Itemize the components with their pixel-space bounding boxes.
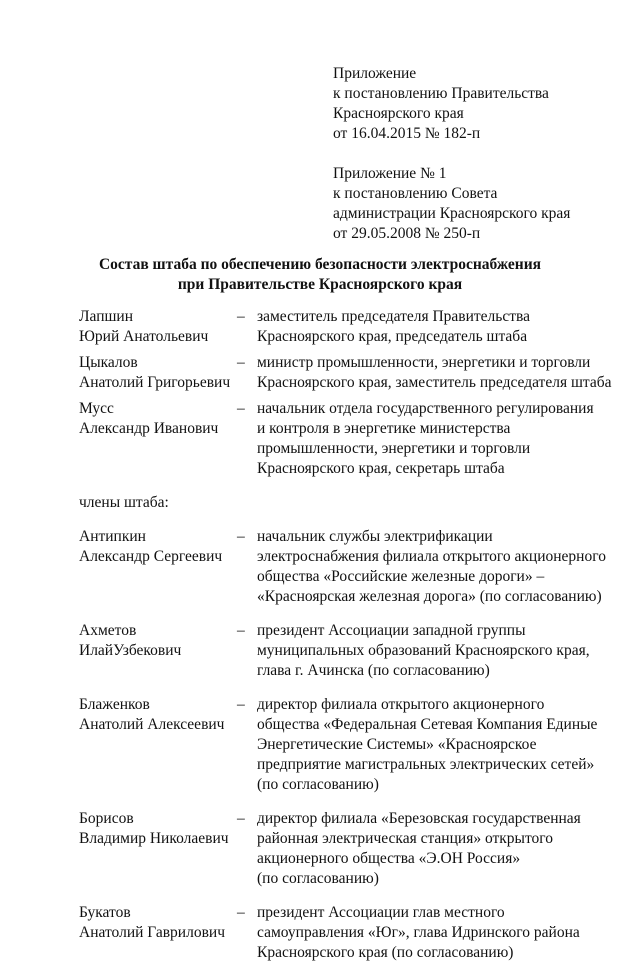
members-list bbox=[79, 527, 619, 963]
person-name bbox=[79, 399, 234, 439]
given-names: Александр Иванович bbox=[79, 420, 219, 437]
appendix-block bbox=[333, 164, 623, 244]
person-name bbox=[79, 527, 234, 567]
roster-entry bbox=[79, 621, 619, 681]
given-names: ИлайУзбекович bbox=[79, 642, 182, 659]
surname: Ахметов bbox=[79, 622, 137, 639]
role-line: предприятие магистральных электрических сетей» bbox=[257, 756, 595, 773]
dash-separator: – bbox=[237, 904, 245, 921]
person-role bbox=[257, 695, 619, 795]
role-line: промышленности, энергетики и торговли bbox=[257, 440, 531, 457]
role-line: общества «Федеральная Сетевая Компания Единые bbox=[257, 716, 598, 733]
appendix-line: Красноярского края bbox=[333, 105, 464, 122]
roster-entry bbox=[79, 307, 619, 347]
dash-separator: – bbox=[237, 354, 245, 371]
surname: Мусс bbox=[79, 400, 114, 417]
person-name bbox=[79, 353, 234, 393]
surname: Блаженков bbox=[79, 696, 150, 713]
person-name bbox=[79, 695, 234, 735]
title-line: Состав штаба по обеспечению безопасности электроснабжения bbox=[98, 256, 542, 273]
role-line: самоуправления «Юг», глава Идринского района bbox=[257, 924, 580, 941]
given-names: Александр Сергеевич bbox=[79, 548, 223, 565]
role-line: министр промышленности, энергетики и торговли bbox=[257, 354, 591, 371]
roster-entry bbox=[79, 695, 619, 795]
dash-separator: – bbox=[237, 696, 245, 713]
role-line: Красноярского края, секретарь штаба bbox=[257, 460, 505, 477]
roster-entry bbox=[79, 903, 619, 963]
dash-separator: – bbox=[237, 622, 245, 639]
role-line: районная электрическая станция» открытого bbox=[257, 830, 554, 847]
appendix-line: к постановлению Правительства bbox=[333, 85, 549, 102]
person-name bbox=[79, 809, 234, 849]
role-line: Красноярского края, председатель штаба bbox=[257, 328, 528, 345]
given-names: Анатолий Гаврилович bbox=[79, 924, 225, 941]
role-line: директор филиала открытого акционерного bbox=[257, 696, 545, 713]
document-title bbox=[60, 255, 580, 295]
role-line: Красноярского края, заместитель председателя штаба bbox=[257, 374, 612, 391]
members-label: члены штаба: bbox=[79, 494, 169, 511]
surname: Борисов bbox=[79, 810, 134, 827]
role-line: (по согласованию) bbox=[257, 870, 379, 887]
person-name bbox=[79, 903, 234, 943]
roster-entry bbox=[79, 809, 619, 889]
given-names: Владимир Николаевич bbox=[79, 830, 229, 847]
appendix-line: Приложение № 1 bbox=[333, 165, 447, 182]
roster-entry bbox=[79, 399, 619, 479]
role-line: (по согласованию) bbox=[257, 776, 379, 793]
title-line: при Правительстве Красноярского края bbox=[177, 276, 463, 293]
surname: Букатов bbox=[79, 904, 131, 921]
role-line: глава г. Ачинска (по согласованию) bbox=[257, 662, 490, 679]
role-line: акционерного общества «Э.ОН Россия» bbox=[257, 850, 521, 867]
appendix-line: администрации Красноярского края bbox=[333, 205, 571, 222]
role-line: президент Ассоциации глав местного bbox=[257, 904, 505, 921]
person-role bbox=[257, 399, 619, 479]
appendix-line: к постановлению Совета bbox=[333, 185, 498, 202]
person-role bbox=[257, 527, 619, 607]
appendix-header bbox=[333, 64, 623, 264]
staff-roster bbox=[79, 307, 619, 977]
appendix-block bbox=[333, 64, 623, 144]
roster-entry bbox=[79, 527, 619, 607]
role-line: Энергетические Системы» «Красноярское bbox=[257, 736, 537, 753]
roster-entry bbox=[79, 353, 619, 393]
role-line: начальник отдела государственного регулирования bbox=[257, 400, 594, 417]
person-role bbox=[257, 621, 619, 681]
surname: Лапшин bbox=[79, 308, 134, 325]
dash-separator: – bbox=[237, 400, 245, 417]
role-line: заместитель председателя Правительства bbox=[257, 308, 531, 325]
dash-separator: – bbox=[237, 528, 245, 545]
person-role bbox=[257, 307, 619, 347]
appendix-line: Приложение bbox=[333, 65, 417, 82]
role-line: муниципальных образований Красноярского края, bbox=[257, 642, 590, 659]
person-role bbox=[257, 353, 619, 393]
given-names: Анатолий Алексеевич bbox=[79, 716, 225, 733]
role-line: электроснабжения филиала открытого акционерного bbox=[257, 548, 606, 565]
dash-separator: – bbox=[237, 810, 245, 827]
surname: Цыкалов bbox=[79, 354, 138, 371]
role-line: президент Ассоциации западной группы bbox=[257, 622, 526, 639]
role-line: Красноярского края (по согласованию) bbox=[257, 944, 514, 961]
appendix-line: от 16.04.2015 № 182-п bbox=[333, 125, 481, 142]
person-role bbox=[257, 809, 619, 889]
role-line: директор филиала «Березовская государственная bbox=[257, 810, 581, 827]
role-line: и контроля в энергетике министерства bbox=[257, 420, 511, 437]
person-name bbox=[79, 307, 234, 347]
role-line: «Красноярская железная дорога» (по согласованию) bbox=[257, 588, 602, 605]
given-names: Анатолий Григорьевич bbox=[79, 374, 231, 391]
surname: Антипкин bbox=[79, 528, 146, 545]
person-name bbox=[79, 621, 234, 661]
role-line: начальник службы электрификации bbox=[257, 528, 493, 545]
appendix-line: от 29.05.2008 № 250-п bbox=[333, 225, 481, 242]
role-line: общества «Российские железные дороги» – bbox=[257, 568, 545, 585]
given-names: Юрий Анатольевич bbox=[79, 328, 209, 345]
dash-separator: – bbox=[237, 308, 245, 325]
person-role bbox=[257, 903, 619, 963]
